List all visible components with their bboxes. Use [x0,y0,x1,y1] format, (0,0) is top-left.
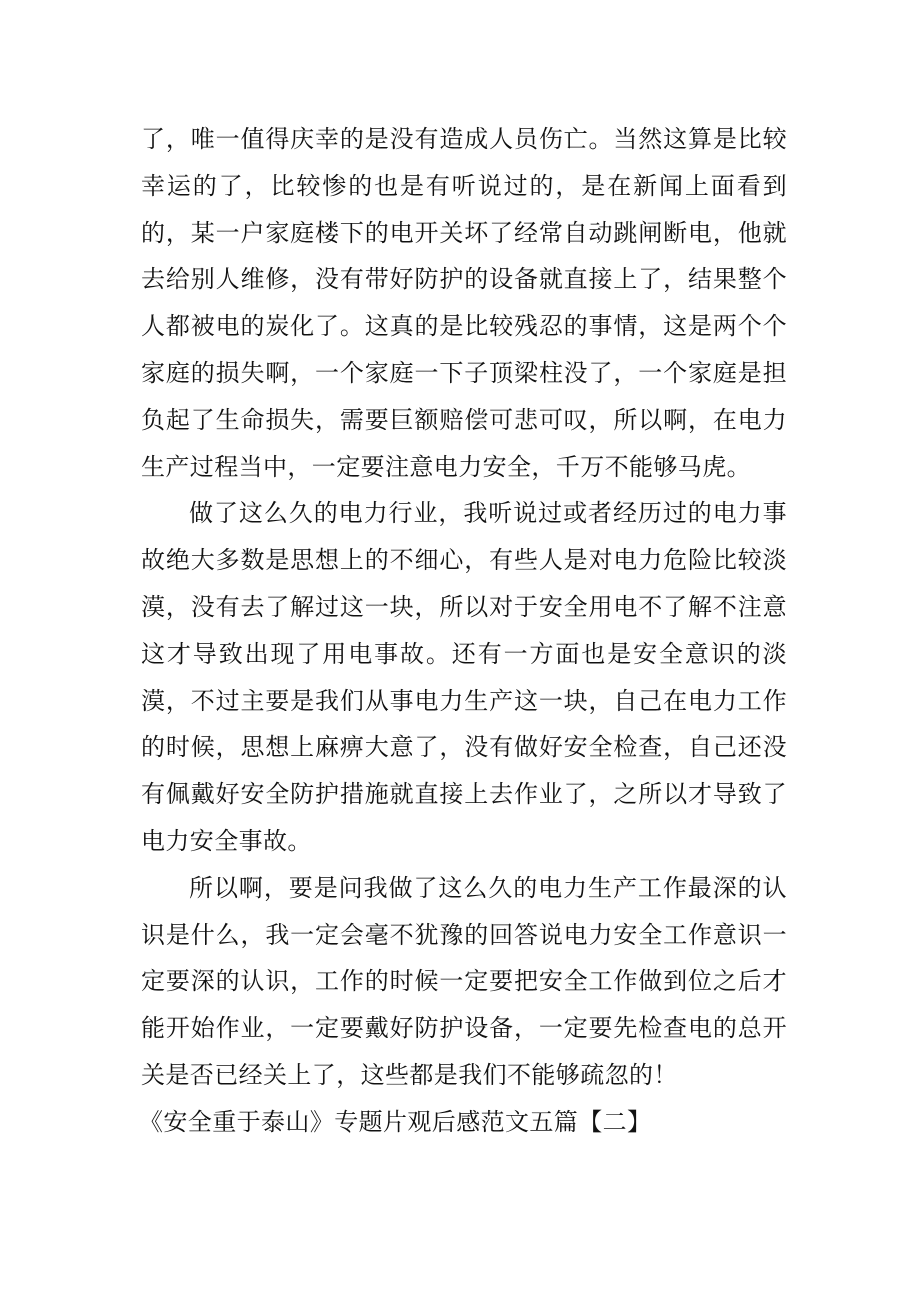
paragraph-continuation: 了，唯一值得庆幸的是没有造成人员伤亡。当然这算是比较幸运的了，比较惨的也是有听说过的，是在新闻上面看到的，某一户家庭楼下的电开关坏了经常自动跳闸断电，他就去给别人维修，没有带好防护的设备就直接上了，结果整个人都被电的炭化了。这真的是比较残忍的事情，这是两个个家庭的损失啊，一个家庭一下子顶梁柱没了，一个家庭是担负起了生命损失，需要巨额赔偿可悲可叹，所以啊，在电力生产过程当中，一定要注意电力安全，千万不能够马虎。 [141,125,787,481]
section-heading: 《安全重于泰山》专题片观后感范文五篇【二】 [139,1107,652,1136]
paragraph-conclusion: 所以啊，要是问我做了这么久的电力生产工作最深的认识是什么，我一定会毫不犹豫的回答说电力安全工作意识一定要深的认识，工作的时候一定要把安全工作做到位之后才能开始作业，一定要戴好防护设备，一定要先检查电的总开关是否已经关上了，这些都是我们不能够疏忽的！ [141,873,787,1089]
paragraph-power-industry: 做了这么久的电力行业，我听说过或者经历过的电力事故绝大多数是思想上的不细心，有些人是对电力危险比较淡漠，没有去了解过这一块，所以对于安全用电不了解不注意这才导致出现了用电事故。还有一方面也是安全意识的淡漠，不过主要是我们从事电力生产这一块，自己在电力工作的时候，思想上麻痹大意了，没有做好安全检查，自己还没有佩戴好安全防护措施就直接上去作业了，之所以才导致了电力安全事故。 [141,499,787,855]
document-body [141,116,787,1146]
